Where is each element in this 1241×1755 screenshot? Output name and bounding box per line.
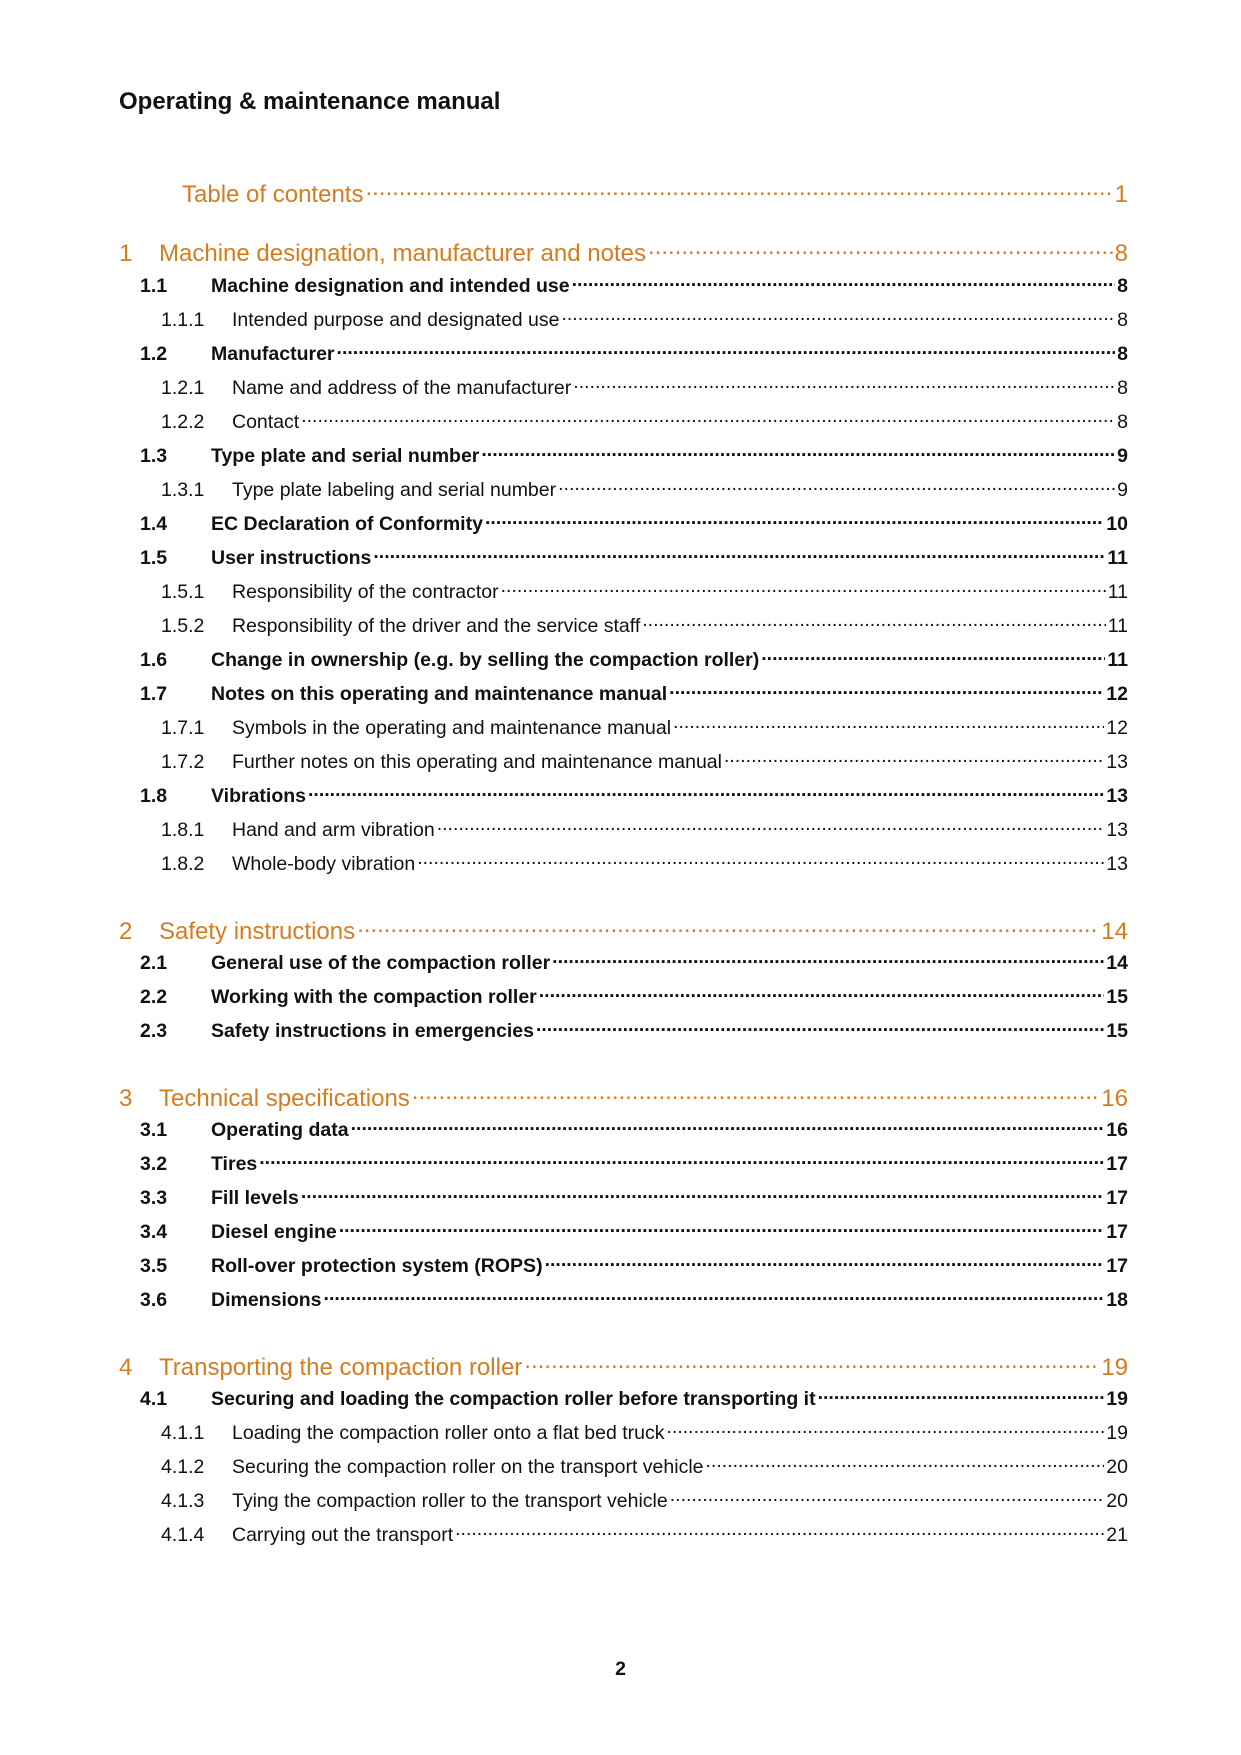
toc-entry-title: Roll-over protection system (ROPS) bbox=[211, 1254, 543, 1277]
toc-entry-number: 1.2.2 bbox=[161, 410, 205, 433]
toc-entry-number: 1.8.1 bbox=[161, 818, 205, 841]
toc-entry-page: 15 bbox=[1106, 985, 1128, 1008]
toc-entry-title: Dimensions bbox=[211, 1288, 322, 1311]
toc-entry-title: Technical specifications bbox=[159, 1085, 410, 1112]
toc-entry-3-2[interactable] bbox=[119, 1150, 1128, 1176]
toc-entry-number: 4.1.4 bbox=[161, 1523, 205, 1546]
toc-entry-number: 1.5 bbox=[140, 546, 168, 569]
toc-entry-title: Carrying out the transport bbox=[232, 1523, 454, 1546]
toc-entry-title: Working with the compaction roller bbox=[211, 985, 537, 1008]
toc-entry-page: 17 bbox=[1106, 1220, 1128, 1243]
toc-entry-number: 3.3 bbox=[140, 1186, 168, 1209]
toc-entry-title: General use of the compaction roller bbox=[211, 951, 551, 974]
toc-entry-number: 1.7.2 bbox=[161, 750, 205, 773]
toc-entry-1-5[interactable] bbox=[119, 544, 1128, 570]
toc-entry-page: 13 bbox=[1106, 784, 1128, 807]
toc-entry-number: 1.3.1 bbox=[161, 478, 205, 501]
toc-entry-number: 1.2 bbox=[140, 342, 168, 365]
toc-entry-number: 1.8.2 bbox=[161, 852, 205, 875]
toc-entry-title: Fill levels bbox=[211, 1186, 299, 1209]
toc-entry-page: 11 bbox=[1107, 614, 1128, 637]
toc-entry-number: 2.3 bbox=[140, 1019, 168, 1042]
toc-entry-1-5-1[interactable] bbox=[119, 578, 1128, 604]
toc-entry-number: 2 bbox=[119, 918, 133, 945]
toc-entry-title: Securing and loading the compaction roller before transporting it bbox=[211, 1387, 816, 1410]
toc-entry-title: Type plate and serial number bbox=[211, 444, 480, 467]
toc-entry-title: Whole-body vibration bbox=[232, 852, 416, 875]
toc-entry-leader bbox=[724, 748, 1104, 768]
toc-entry-title: User instructions bbox=[211, 546, 372, 569]
toc-entry-title: Further notes on this operating and maintenance manual bbox=[232, 750, 722, 773]
toc-entry-number: 1.7.1 bbox=[161, 716, 205, 739]
toc-entry-number: 4.1.2 bbox=[161, 1455, 205, 1478]
toc-entry-title: Contact bbox=[232, 410, 300, 433]
toc-entry-number: 1.5.1 bbox=[161, 580, 205, 603]
toc-entry-4-1-4[interactable] bbox=[119, 1521, 1128, 1547]
toc-entry-1-8-1[interactable] bbox=[119, 816, 1128, 842]
toc-entry-1-2[interactable] bbox=[119, 340, 1128, 366]
toc-entry-leader bbox=[558, 476, 1115, 496]
toc-entry-4-1-3[interactable] bbox=[119, 1487, 1128, 1513]
toc-entry-leader bbox=[648, 237, 1113, 261]
toc-entry-title: Responsibility of the driver and the service staff bbox=[232, 614, 641, 637]
toc-entry-title: Tying the compaction roller to the transport vehicle bbox=[232, 1489, 668, 1512]
toc-entry-4[interactable] bbox=[119, 1351, 1128, 1382]
toc-entry-page: 13 bbox=[1106, 750, 1128, 773]
toc-entry-page: 8 bbox=[1117, 376, 1128, 399]
toc-entry-leader bbox=[669, 680, 1104, 700]
toc-entry-1-4[interactable] bbox=[119, 510, 1128, 536]
toc-entry-page: 11 bbox=[1107, 546, 1128, 569]
toc-entry-leader bbox=[339, 1218, 1105, 1238]
toc-entry-number: 1.2.1 bbox=[161, 376, 205, 399]
toc-entry-page: 17 bbox=[1106, 1186, 1128, 1209]
toc-entry-page: 20 bbox=[1106, 1489, 1128, 1512]
toc-entry-title: Responsibility of the contractor bbox=[232, 580, 499, 603]
toc-entry-title: Securing the compaction roller on the transport vehicle bbox=[232, 1455, 704, 1478]
toc-entry-leader bbox=[301, 408, 1115, 428]
toc-entry-page: 10 bbox=[1106, 512, 1128, 535]
document-header: Operating & maintenance manual bbox=[119, 88, 501, 115]
toc-entry-page: 11 bbox=[1107, 580, 1128, 603]
toc-entry-leader bbox=[301, 1184, 1104, 1204]
toc-entry-title: Machine designation, manufacturer and notes bbox=[159, 240, 646, 267]
toc-entry-number: 2.1 bbox=[140, 951, 168, 974]
toc-entry-number: 3.2 bbox=[140, 1152, 168, 1175]
toc-entry-page: 13 bbox=[1106, 852, 1128, 875]
toc-entry-leader bbox=[324, 1286, 1105, 1306]
toc-entry-leader bbox=[412, 1082, 1100, 1106]
toc-entry-leader bbox=[561, 306, 1115, 326]
toc-entry-4-1[interactable] bbox=[119, 1385, 1128, 1411]
toc-entry-title: Safety instructions in emergencies bbox=[211, 1019, 534, 1042]
toc-entry-2-2[interactable] bbox=[119, 983, 1128, 1009]
toc-entry-leader bbox=[573, 374, 1115, 394]
toc-entry-leader bbox=[501, 578, 1106, 598]
toc-leader bbox=[365, 178, 1112, 202]
toc-entry-leader bbox=[552, 949, 1104, 969]
toc-entry-title: Notes on this operating and maintenance manual bbox=[211, 682, 668, 705]
toc-entry-title: Safety instructions bbox=[159, 918, 356, 945]
toc-entry-number: 1.3 bbox=[140, 444, 168, 467]
toc-entry-page: 12 bbox=[1106, 716, 1128, 739]
toc-entry-1-1[interactable] bbox=[119, 272, 1128, 298]
toc-entry-number: 1.7 bbox=[140, 682, 168, 705]
toc-entry-1-7-2[interactable] bbox=[119, 748, 1128, 774]
toc-entry-leader bbox=[485, 510, 1104, 530]
toc-entry-1-7-1[interactable] bbox=[119, 714, 1128, 740]
toc-entry-1-8[interactable] bbox=[119, 782, 1128, 808]
toc-entry-3-6[interactable] bbox=[119, 1286, 1128, 1312]
toc-entry-number: 1.6 bbox=[140, 648, 168, 671]
toc-entry-page: 9 bbox=[1117, 478, 1128, 501]
toc-entry-2[interactable] bbox=[119, 915, 1128, 946]
toc-entry-page: 8 bbox=[1117, 410, 1128, 433]
toc-entry-1-2-2[interactable] bbox=[119, 408, 1128, 434]
toc-entry-title: Symbols in the operating and maintenance manual bbox=[232, 716, 672, 739]
toc-entry-number: 3.6 bbox=[140, 1288, 168, 1311]
toc-entry-title: Operating data bbox=[211, 1118, 349, 1141]
toc-entry-3-1[interactable] bbox=[119, 1116, 1128, 1142]
toc-entry-number: 4 bbox=[119, 1354, 133, 1381]
toc-entry-title: Hand and arm vibration bbox=[232, 818, 435, 841]
toc-entry-1-6[interactable] bbox=[119, 646, 1128, 672]
toc-entry-leader bbox=[670, 1487, 1105, 1507]
toc-entry-page: 9 bbox=[1117, 444, 1128, 467]
toc-entry-number: 4.1.1 bbox=[161, 1421, 205, 1444]
toc-entry-leader bbox=[337, 340, 1116, 360]
toc-entry-1[interactable] bbox=[119, 237, 1128, 268]
toc-entry-1-2-1[interactable] bbox=[119, 374, 1128, 400]
page-number: 2 bbox=[615, 1658, 626, 1680]
toc-entry-4-1-2[interactable] bbox=[119, 1453, 1128, 1479]
toc-entry-number: 3 bbox=[119, 1085, 133, 1112]
toc-entry-number: 1.4 bbox=[140, 512, 168, 535]
toc-entry-page: 16 bbox=[1106, 1118, 1128, 1141]
toc-entry-page: 8 bbox=[1117, 274, 1128, 297]
toc-entry-title: Type plate labeling and serial number bbox=[232, 478, 557, 501]
toc-entry-number: 3.4 bbox=[140, 1220, 168, 1243]
toc-entry-3-3[interactable] bbox=[119, 1184, 1128, 1210]
toc-entry-page: 19 bbox=[1106, 1421, 1128, 1444]
toc-entry-1-7[interactable] bbox=[119, 680, 1128, 706]
toc-entry-page: 16 bbox=[1101, 1085, 1128, 1112]
toc-entry-title: EC Declaration of Conformity bbox=[211, 512, 483, 535]
toc-entry-page: 21 bbox=[1106, 1523, 1128, 1546]
toc-entry-leader bbox=[373, 544, 1105, 564]
toc-entry-page: 14 bbox=[1106, 951, 1128, 974]
toc-entry-title: Tires bbox=[211, 1152, 258, 1175]
toc-entry-leader bbox=[308, 782, 1104, 802]
toc-entry-1-3-1[interactable] bbox=[119, 476, 1128, 502]
toc-title-row[interactable] bbox=[182, 178, 1128, 209]
toc-entry-page: 12 bbox=[1106, 682, 1128, 705]
toc-entry-leader bbox=[673, 714, 1104, 734]
toc-entry-title: Change in ownership (e.g. by selling the compaction roller) bbox=[211, 648, 760, 671]
toc-entry-number: 4.1.3 bbox=[161, 1489, 205, 1512]
toc-entry-page: 19 bbox=[1106, 1387, 1128, 1410]
toc-entry-page: 15 bbox=[1106, 1019, 1128, 1042]
toc-entry-title: Manufacturer bbox=[211, 342, 335, 365]
toc-entry-leader bbox=[818, 1385, 1105, 1405]
toc-entry-page: 8 bbox=[1117, 308, 1128, 331]
toc-entry-1-5-2[interactable] bbox=[119, 612, 1128, 638]
toc-entry-page: 11 bbox=[1107, 648, 1128, 671]
toc-entry-1-1-1[interactable] bbox=[119, 306, 1128, 332]
toc-entry-4-1-1[interactable] bbox=[119, 1419, 1128, 1445]
toc-entry-leader bbox=[536, 1017, 1104, 1037]
toc-entry-leader bbox=[761, 646, 1105, 666]
toc-title: Table of contents bbox=[182, 181, 364, 208]
toc-entry-3-5[interactable] bbox=[119, 1252, 1128, 1278]
toc-entry-leader bbox=[437, 816, 1105, 836]
toc-entry-leader bbox=[706, 1453, 1105, 1473]
toc-entry-leader bbox=[524, 1351, 1099, 1375]
toc-entry-page: 13 bbox=[1106, 818, 1128, 841]
toc-entry-leader bbox=[481, 442, 1115, 462]
toc-entry-title: Loading the compaction roller onto a flat bed truck bbox=[232, 1421, 665, 1444]
toc-page: 1 bbox=[1114, 181, 1128, 208]
toc-entry-1-3[interactable] bbox=[119, 442, 1128, 468]
toc-entry-leader bbox=[545, 1252, 1105, 1272]
toc-entry-number: 3.5 bbox=[140, 1254, 168, 1277]
toc-entry-leader bbox=[572, 272, 1116, 292]
toc-entry-number: 3.1 bbox=[140, 1118, 168, 1141]
toc-entry-leader bbox=[259, 1150, 1104, 1170]
toc-entry-number: 4.1 bbox=[140, 1387, 168, 1410]
toc-entry-leader bbox=[357, 915, 1099, 939]
toc-entry-page: 14 bbox=[1101, 918, 1128, 945]
toc-entry-page: 17 bbox=[1106, 1152, 1128, 1175]
toc-entry-page: 19 bbox=[1101, 1354, 1128, 1381]
toc-entry-title: Transporting the compaction roller bbox=[159, 1354, 523, 1381]
toc-entry-page: 8 bbox=[1117, 342, 1128, 365]
toc-entry-title: Intended purpose and designated use bbox=[232, 308, 560, 331]
toc-entry-number: 1.1 bbox=[140, 274, 168, 297]
toc-entry-page: 8 bbox=[1114, 240, 1128, 267]
toc-entry-title: Diesel engine bbox=[211, 1220, 337, 1243]
toc-entry-number: 2.2 bbox=[140, 985, 168, 1008]
toc-entry-page: 17 bbox=[1106, 1254, 1128, 1277]
toc-entry-3[interactable] bbox=[119, 1082, 1128, 1113]
toc-entry-title: Vibrations bbox=[211, 784, 306, 807]
toc-entry-number: 1.8 bbox=[140, 784, 168, 807]
toc-entry-3-4[interactable] bbox=[119, 1218, 1128, 1244]
toc-entry-2-3[interactable] bbox=[119, 1017, 1128, 1043]
toc-entry-number: 1 bbox=[119, 240, 133, 267]
toc-entry-2-1[interactable] bbox=[119, 949, 1128, 975]
toc-entry-1-8-2[interactable] bbox=[119, 850, 1128, 876]
toc-entry-leader bbox=[351, 1116, 1105, 1136]
toc-entry-title: Machine designation and intended use bbox=[211, 274, 570, 297]
toc-entry-title: Name and address of the manufacturer bbox=[232, 376, 572, 399]
toc-entry-leader bbox=[417, 850, 1104, 870]
toc-entry-leader bbox=[539, 983, 1105, 1003]
toc-entry-leader bbox=[667, 1419, 1105, 1439]
toc-entry-page: 18 bbox=[1106, 1288, 1128, 1311]
toc-entry-leader bbox=[642, 612, 1105, 632]
toc-entry-number: 1.5.2 bbox=[161, 614, 205, 637]
toc-entry-page: 20 bbox=[1106, 1455, 1128, 1478]
toc-entry-leader bbox=[455, 1521, 1104, 1541]
toc-entry-number: 1.1.1 bbox=[161, 308, 205, 331]
